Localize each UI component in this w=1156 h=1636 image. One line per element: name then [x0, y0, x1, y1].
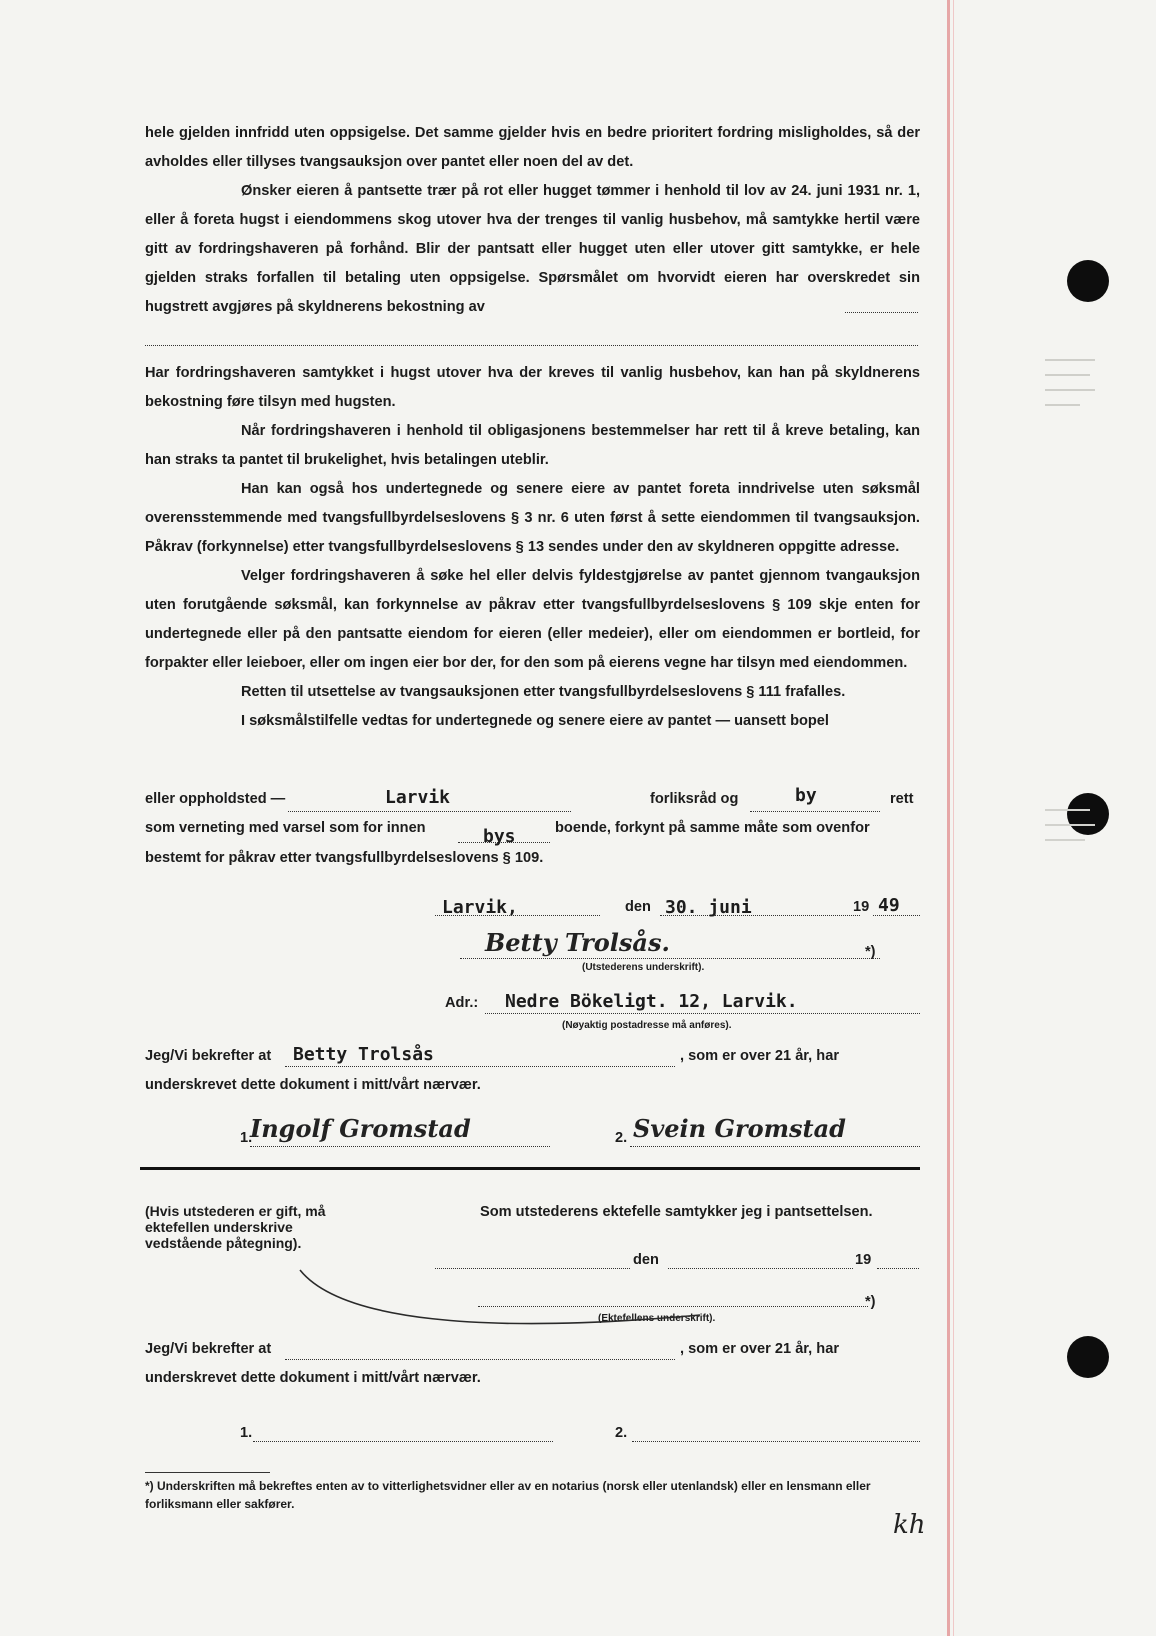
paragraph-6: Velger fordringshaveren å søke hel eller delvis fyldestgjørelse av pantet gjennom tvangauksjon uten forutgående søksmål, kan forkynnelse av påkrav etter tvangsfullbyrdelseslovens § 109 skje enten for undertegnede eller på den pantsatte eiendom for eieren (eller medeier), eller om eiendommen er bortleid, for forpakter eller leieboer, eller om ingen eier bor der, for den som på eierens vegne har tilsyn med eiendommen.: [145, 568, 920, 671]
address-line: [145, 993, 920, 1021]
address-label: Adr.:: [445, 995, 479, 1011]
issuer-signature: Betty Trolsås.: [485, 928, 670, 957]
issuer-signature-caption: (Utstederens underskrift).: [582, 962, 705, 973]
bleed-through-mark: [1040, 350, 1100, 420]
signing-date-value: 30. juni: [665, 897, 752, 918]
paragraph-3: Har fordringshaveren samtykket i hugst utover hva der kreves til vanlig husbehov, kan han på skyldnerens bekostning føre tilsyn med hugsten.: [145, 365, 920, 410]
paragraph-4: Når fordringshaveren i henhold til obligasjonens bestemmelser har rett til å kreve betaling, kan han straks ta pantet til brukelighet, hvis betalingen uteblir.: [145, 423, 920, 468]
bleed-through-mark-2: [1040, 800, 1100, 854]
spouse-den-label: den: [633, 1252, 659, 1268]
witness1-number-2: 2.: [615, 1130, 628, 1146]
venue-line-2: [145, 820, 920, 848]
venue-court-value: by: [795, 785, 817, 806]
venue-line3: bestemt for påkrav etter tvangsfullbyrdelseslovens § 109.: [145, 850, 544, 866]
footnote-rule: [145, 1472, 270, 1473]
spouse-year-line: [877, 1268, 919, 1269]
witness2-line-2: [145, 1370, 920, 1398]
witness2-line: [145, 1341, 920, 1369]
paragraph-8: I søksmålstilfelle vedtas for undertegnede og senere eiere av pantet — uansett bopel: [241, 713, 829, 729]
venue-line-3: [145, 850, 920, 878]
signing-place-value: Larvik,: [442, 897, 518, 918]
punch-hole-top: [1067, 260, 1109, 302]
witness1-signatures: [145, 1114, 920, 1150]
signing-den-label: den: [625, 899, 651, 915]
witness1-number-1: 1.: [240, 1130, 253, 1146]
witness2-suffix: , som er over 21 år, har: [680, 1341, 839, 1357]
witness1-prefix: Jeg/Vi bekrefter at: [145, 1048, 272, 1064]
issuer-signature-line: [145, 928, 920, 962]
margin-rule-secondary: [953, 0, 954, 1636]
section-divider: [140, 1167, 920, 1170]
address-caption: (Nøyaktig postadresse må anføres).: [562, 1020, 732, 1031]
venue-court-line: [750, 811, 880, 812]
paragraph-2: Ønsker eieren å pantsette trær på rot eller hugget tømmer i henhold til lov av 24. juni 1931 nr. 1, eller å foreta hugst i eiendommens skog utover hva der trenges til vanlig husbehov, må samtykke hertil være gitt av fordringshaveren på forhånd. Blir der pantsatt eller hugget uten eller utover gitt samtykke, er hele gjelden straks forfallen til betaling uten oppsigelse. Spørsmålet om hvorvidt eieren har overskredet sin hugstrett avgjøres på skyldnerens bekostning av: [145, 183, 920, 315]
footnote-text: *) Underskriften må bekreftes enten av to vitterlighetsvidner eller av en notarius (norsk eller utenlandsk) eller en lensmann eller forliksmann eller sakfører.: [145, 1479, 871, 1511]
witness2-signature-2-line: [632, 1441, 920, 1442]
hugstrett-fill-line: [845, 312, 918, 313]
pen-stroke-mark: [280, 1260, 780, 1340]
paragraph-5: Han kan også hos undertegnede og senere eiere av pantet foreta inndrivelse uten søksmål overensstemmende med tvangsfullbyrdelseslovens § 3 nr. 6 uten først å sette eiendommen til tvangsauksjon. Påkrav (forkynnelse) etter tvangsfullbyrdelseslovens § 13 sendes under den av skyldneren oppgitte adresse.: [145, 481, 920, 555]
witness2-prefix: Jeg/Vi bekrefter at: [145, 1341, 272, 1357]
spouse-year-prefix: 19: [855, 1252, 872, 1268]
witness1-suffix: , som er over 21 år, har: [680, 1048, 839, 1064]
signing-year-prefix: 19: [853, 899, 870, 915]
signing-year-line: [873, 915, 920, 916]
witness2-number-1: 1.: [240, 1425, 253, 1441]
witness1-signature-2-line: [630, 1146, 920, 1147]
witness2-number-2: 2.: [615, 1425, 628, 1441]
punch-hole-bottom: [1067, 1336, 1109, 1378]
issuer-signature-close: *): [865, 944, 876, 960]
venue-suffix: rett: [890, 791, 914, 807]
address-fill-line: [485, 1013, 920, 1014]
spouse-note: (Hvis utstederen er gift, må ektefellen underskrive vedstående påtegning).: [145, 1203, 326, 1251]
witness1-line-2: [145, 1077, 920, 1105]
witness1-line2: underskrevet dette dokument i mitt/vårt nærvær.: [145, 1077, 481, 1093]
witness2-name-line: [285, 1359, 675, 1360]
witness1-signature-1: Ingolf Gromstad: [250, 1114, 471, 1143]
paragraph-1: hele gjelden innfridd uten oppsigelse. Det samme gjelder hvis en bedre prioritert fordring misligholdes, så der avholdes eller tillyses tvangsauksjon over pantet eller noen del av det.: [145, 125, 920, 170]
handwritten-initials: kh: [893, 1510, 926, 1540]
signing-date-line: [145, 897, 920, 925]
witness1-name-line: [285, 1066, 675, 1067]
witness1-name: Betty Trolsås: [293, 1044, 434, 1065]
venue-place-line: [288, 811, 571, 812]
paragraph-7: Retten til utsettelse av tvangsauksjonen etter tvangsfullbyrdelseslovens § 111 frafalles.: [241, 684, 846, 700]
venue-line2-a: som verneting med varsel som for innen: [145, 820, 426, 836]
venue-bys-value: bys: [483, 826, 516, 847]
witness1-line: [145, 1044, 920, 1076]
witness2-signatures: [145, 1419, 920, 1447]
issuer-signature-fill: [460, 958, 880, 959]
witness2-line2: underskrevet dette dokument i mitt/vårt nærvær.: [145, 1370, 481, 1386]
venue-mid: forliksråd og: [650, 791, 739, 807]
terms-text-block: [145, 119, 920, 322]
margin-rule: [947, 0, 950, 1636]
venue-place-value: Larvik: [385, 787, 451, 808]
signing-year-value: 49: [878, 895, 900, 916]
spouse-signature-caption: (Ektefellens underskrift).: [598, 1313, 716, 1324]
spouse-consent-text: Som utstederens ektefelle samtykker jeg i pantsettelsen.: [480, 1204, 873, 1220]
hugstrett-fill-line-2: [145, 345, 918, 346]
terms-text-block-2: [145, 359, 920, 736]
venue-line2-b: boende, forkynt på samme måte som ovenfor: [555, 820, 870, 836]
witness1-signature-2: Svein Gromstad: [633, 1114, 846, 1143]
venue-prefix: eller oppholdsted —: [145, 791, 286, 807]
witness2-signature-1-line: [253, 1441, 553, 1442]
spouse-signature-close: *): [865, 1294, 876, 1310]
address-value: Nedre Bökeligt. 12, Larvik.: [505, 991, 798, 1012]
signing-place-line: [435, 915, 600, 916]
venue-line-1: [145, 785, 920, 819]
witness1-signature-1-line: [250, 1146, 550, 1147]
